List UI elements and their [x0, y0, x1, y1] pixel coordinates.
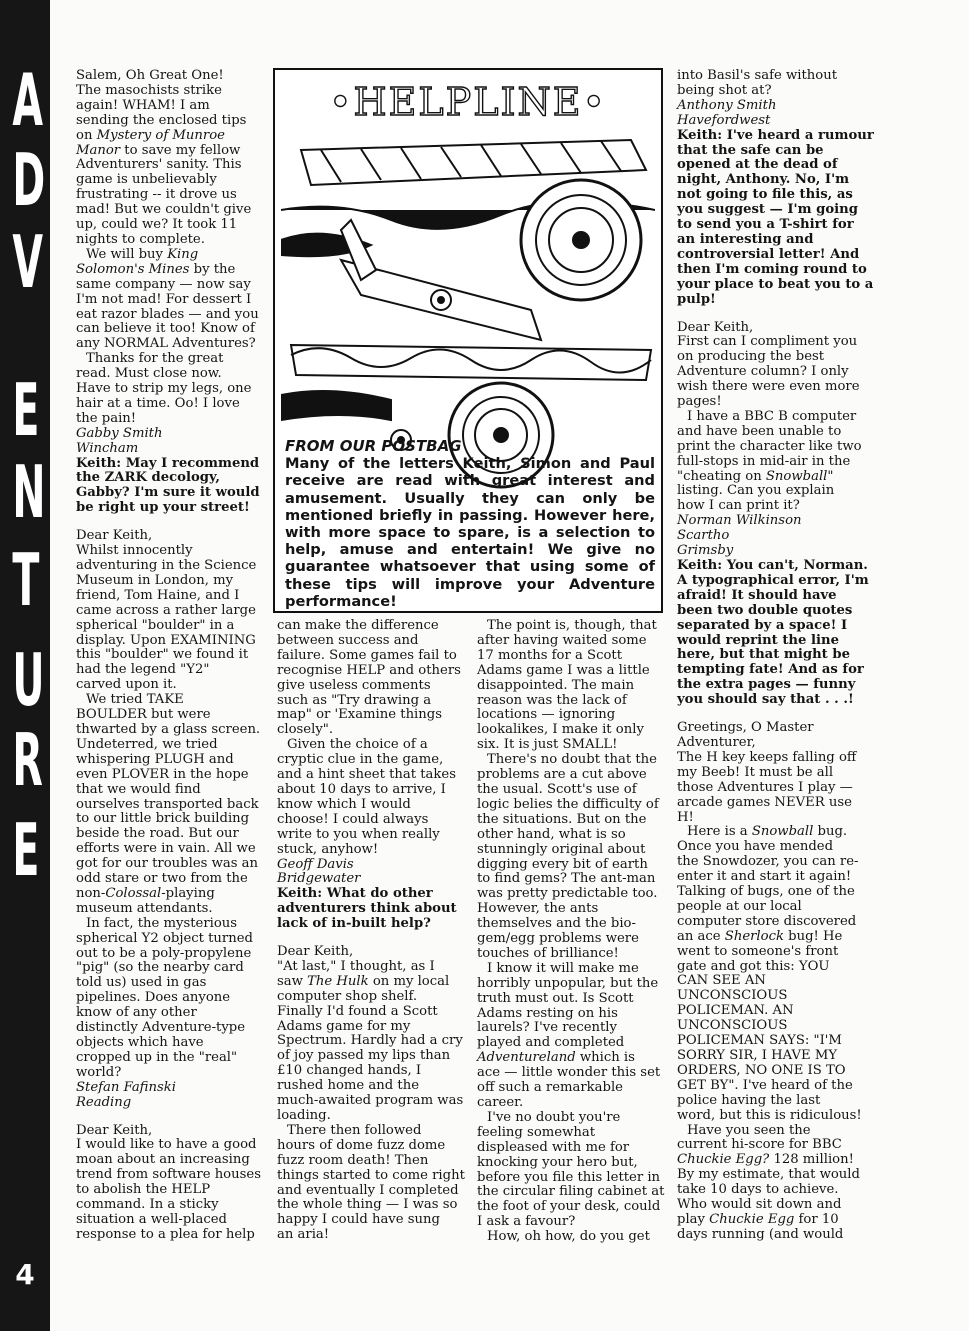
text-line: ORDERS, NO ONE IS TO	[677, 1062, 846, 1078]
text-line: such as "Try drawing a	[277, 692, 432, 708]
keith-reply: you suggest — I'm going	[677, 202, 858, 218]
text-line: Have you seen the	[687, 1122, 811, 1138]
keith-reply: opened at the dead of	[677, 157, 838, 173]
text-line: how I can print it?	[677, 498, 800, 514]
text-line: the circular filing cabinet at	[477, 1184, 665, 1200]
text-line: themselves and the bio-	[477, 916, 636, 932]
text-line: Finally I'd found a Scott	[277, 1003, 438, 1019]
text-line: "At last," I thought, as I	[277, 958, 435, 974]
text-line: whispering PLUGH and	[76, 751, 234, 767]
postbag-intro	[285, 438, 655, 610]
keith-reply: pulp!	[677, 291, 716, 307]
keith-reply: tempting fate! And as for	[677, 662, 864, 678]
text-line: truth must out. Is Scott	[477, 990, 634, 1006]
text-line: listing. Can you explain	[677, 483, 835, 499]
text-line: The point is, though, that	[487, 618, 657, 633]
text-line: gem/egg problems were	[477, 931, 639, 947]
sidebar-letter: U	[12, 638, 45, 722]
text-line: an ace Sherlock bug! He	[677, 928, 843, 944]
text-line: give useless comments	[277, 677, 431, 693]
text-line: problems are a cut above	[477, 767, 647, 783]
text-line: There's no doubt that the	[487, 752, 657, 768]
text-line: horribly unpopular, but the	[477, 975, 659, 991]
keith-reply: Keith: What do other	[277, 886, 433, 902]
text-line: trend from software houses	[76, 1167, 261, 1183]
text-line: out to be a poly-propylene	[76, 945, 252, 961]
keith-reply: Gabby? I'm sure it would	[76, 485, 260, 501]
text-line: Dear Keith,	[76, 1122, 153, 1138]
text-line: Undeterred, we tried	[76, 736, 218, 752]
text-line: displeased with me for	[477, 1139, 630, 1155]
text-line: the Snowdozer, you can re-	[677, 854, 859, 870]
text-line: Adams resting on his	[477, 1005, 618, 1021]
text-line: hours of dome fuzz dome	[277, 1137, 446, 1153]
keith-reply: adventurers think about	[277, 901, 457, 917]
text-line: my Beeb! It must be all	[677, 764, 834, 780]
text-line: enter it and start it again!	[677, 869, 852, 885]
text-line: any NORMAL Adventures?	[76, 336, 256, 352]
text-line: the pain!	[76, 410, 137, 426]
text-line: computer shop shelf.	[277, 988, 418, 1004]
text-line: computer store discovered	[677, 913, 857, 929]
text-line: told us) used in gas	[76, 975, 207, 991]
text-line: Once you have mended	[677, 839, 834, 855]
postbag-text: Many of the letters Keith, Simon and Paul receive are read with great interest and amusement. Usually they can only be mentioned briefly in passing. However here, with more space to spare, is a selection to help, amuse and entertain! We give no guarantee whatsoever that using some of these tips will improve your Adventure performance!	[285, 455, 655, 610]
text-line: digging every bit of earth	[477, 856, 648, 872]
keith-reply: then I'm coming round to	[677, 261, 867, 277]
text-line: The masochists strike	[76, 82, 222, 98]
text-line: museum attendants.	[76, 900, 213, 916]
text-line: distinctly Adventure-type	[76, 1020, 246, 1036]
text-line: the whole thing — I was so	[277, 1197, 458, 1213]
text-line: being shot at?	[677, 82, 772, 98]
signature: Gabby Smith	[76, 425, 163, 441]
text-line: Solomon's Mines by the	[76, 261, 236, 277]
text-line: loading.	[277, 1108, 331, 1123]
text-line: locations — ignoring	[477, 707, 616, 723]
sidebar-letter: R	[12, 718, 43, 802]
text-line: Adventureland which is	[477, 1050, 635, 1066]
keith-reply: lack of in-built help?	[277, 916, 431, 932]
game-title: Solomon's Mines	[76, 261, 190, 277]
signature: Reading	[76, 1094, 132, 1110]
text-line: between success and	[277, 632, 419, 648]
column-2	[277, 619, 473, 1243]
text-line: off such a remarkable	[477, 1080, 623, 1096]
text-line: disappointed. The main	[477, 677, 635, 693]
keith-reply: an interesting and	[677, 231, 814, 247]
text-line: display. Upon EXAMINING	[76, 632, 256, 648]
keith-reply: that the safe can be	[677, 142, 824, 158]
text-line: hair at a time. Oo! I love	[76, 395, 240, 411]
text-line: odd stare or two from the	[76, 871, 248, 887]
signature: Bridgewater	[277, 871, 361, 887]
text-line: Given the choice of a	[287, 737, 428, 753]
text-line: Dear Keith,	[76, 528, 153, 544]
helpline-title: •HELPLINE•	[329, 80, 607, 124]
text-line: play Chuckie Egg for 10	[677, 1211, 839, 1227]
text-line: wish there were even more	[677, 379, 860, 395]
text-line: things started to come right	[277, 1167, 465, 1183]
text-line: failure. Some games fail to	[277, 647, 457, 663]
text-line: There then followed	[287, 1122, 422, 1138]
text-line: Dear Keith,	[677, 319, 754, 335]
game-title: King	[167, 246, 199, 262]
text-line: Manor to save my fellow	[76, 142, 241, 158]
text-line: situation a well-placed	[76, 1211, 227, 1227]
adventure-sidebar	[0, 0, 50, 1331]
text-line: stuck, anyhow!	[277, 841, 379, 857]
text-line: SORRY SIR, I HAVE MY	[677, 1048, 838, 1063]
text-line: I've no doubt you're	[487, 1109, 621, 1125]
text-line: happy I could have sung	[277, 1212, 440, 1228]
keith-reply: your place to beat you to a	[677, 276, 874, 292]
text-line: world?	[76, 1064, 122, 1080]
text-line: moan about an increasing	[76, 1152, 250, 1168]
text-line: spherical Y2 object turned	[76, 930, 253, 946]
text-line: got for our troubles was an	[76, 856, 259, 872]
text-line: Here is a Snowball bug.	[687, 824, 848, 840]
signature: Havefordwest	[677, 112, 771, 128]
text-line: arcade games NEVER use	[677, 794, 852, 810]
text-line: BOULDER but were	[76, 707, 211, 723]
text-line: saw The Hulk on my local	[277, 973, 450, 989]
text-line: days running (and would	[677, 1226, 844, 1242]
game-title: Manor	[76, 142, 121, 158]
text-line: can believe it too! Know of	[76, 321, 255, 337]
text-line: again! WHAM! I am	[76, 97, 210, 113]
text-line: CAN SEE AN	[677, 973, 766, 989]
text-line: I would like to have a good	[76, 1137, 257, 1153]
text-line: How, oh how, do you get	[487, 1229, 650, 1245]
text-line: "cheating on Snowball"	[677, 468, 834, 484]
text-line: much-awaited program was	[277, 1093, 464, 1109]
text-line: Chuckie Egg? 128 million!	[677, 1152, 854, 1168]
text-line: same company — now say	[76, 276, 251, 292]
signature: Wincham	[76, 440, 139, 456]
text-line: word, but this is ridiculous!	[677, 1107, 862, 1123]
text-line: pipelines. Does anyone	[76, 990, 231, 1006]
biplane-illustration	[281, 130, 655, 490]
text-line: sending the enclosed tips	[76, 112, 247, 128]
text-line: I'm not mad! For dessert I	[76, 291, 252, 307]
text-line: to abolish the HELP	[76, 1182, 211, 1198]
text-line: UNCONSCIOUS	[677, 1018, 788, 1034]
keith-reply: to send you a T-shirt for	[677, 217, 854, 233]
text-line: I have a BBC B computer	[687, 408, 857, 424]
text-line: reason was the lack of	[477, 692, 627, 708]
text-line: H!	[677, 809, 694, 825]
text-line: carved upon it.	[76, 677, 177, 693]
text-line: ace — little wonder this set	[477, 1065, 661, 1081]
text-line: stunningly original about	[477, 841, 646, 857]
text-line: £10 changed hands, I	[277, 1063, 422, 1079]
text-line: Talking of bugs, one of the	[677, 884, 855, 900]
signature: Anthony Smith	[677, 97, 777, 113]
text-line: efforts were in vain. All we	[76, 841, 256, 857]
text-line: know of any other	[76, 1005, 197, 1021]
text-line: people at our local	[677, 898, 802, 914]
text-line: on Mystery of Munroe	[76, 127, 225, 143]
text-line: know which I would	[277, 796, 411, 812]
text-line: and eventually I completed	[277, 1182, 459, 1198]
text-line: an aria!	[277, 1227, 330, 1243]
keith-reply: Keith: You can't, Norman.	[677, 558, 868, 573]
text-line: full-stops in mid-air in the	[677, 453, 851, 469]
text-line: Adams game for my	[277, 1018, 411, 1034]
text-line: We tried TAKE	[86, 692, 184, 708]
text-line: adventuring in the Science	[76, 558, 257, 573]
text-line: write to you when really	[277, 826, 440, 842]
text-line: By my estimate, that would	[677, 1167, 860, 1183]
game-title: Snowball	[751, 824, 814, 840]
text-line: cryptic clue in the game,	[277, 752, 444, 768]
game-title: Sherlock	[724, 928, 784, 944]
text-line: Thanks for the great	[86, 351, 224, 367]
text-line: six. It is just SMALL!	[477, 737, 618, 753]
keith-reply: here, but that might be	[677, 647, 850, 663]
text-line: and a hint sheet that takes	[277, 767, 456, 783]
text-line: eat razor blades — and you	[76, 306, 259, 322]
text-line: on producing the best	[677, 349, 825, 365]
keith-reply: night, Anthony. No, I'm	[677, 172, 850, 188]
text-line: was pretty predictable too.	[477, 886, 658, 902]
text-line: closely".	[277, 722, 334, 738]
text-line: Museum in London, my	[76, 572, 234, 588]
text-line: ourselves transported back	[76, 796, 259, 812]
sidebar-letter: T	[12, 538, 40, 622]
text-line: take 10 days to achieve.	[677, 1182, 839, 1198]
keith-reply: would reprint the line	[677, 632, 840, 648]
text-line: Salem, Oh Great One!	[76, 68, 224, 83]
text-line: Adventure column? I only	[677, 364, 849, 380]
text-line: laurels? I've recently	[477, 1020, 617, 1036]
text-line: came across a rather large	[76, 602, 256, 618]
text-line: the foot of your desk, could	[477, 1199, 661, 1215]
sidebar-letter: E	[12, 368, 40, 452]
keith-reply: the extra pages — funny	[677, 677, 856, 693]
text-line: We will buy King	[86, 246, 199, 262]
text-line: mad! But we couldn't give	[76, 202, 252, 218]
game-title: Snowball	[765, 468, 828, 484]
text-line: of joy passed my lips than	[277, 1048, 451, 1064]
text-line: I know it will make me	[487, 960, 639, 976]
text-line: Spectrum. Hardly had a cry	[277, 1033, 463, 1049]
text-line: can make the difference	[277, 618, 439, 633]
column-4	[677, 69, 877, 1243]
text-line: went to someone's front	[677, 943, 839, 959]
keith-reply: Keith: I've heard a rumour	[677, 127, 874, 143]
text-line: lookalikes, I make it only	[477, 722, 644, 738]
text-line: before you file this letter in	[477, 1169, 661, 1185]
game-title: Mystery of Munroe	[96, 127, 225, 143]
text-line: recognise HELP and others	[277, 662, 461, 678]
text-line: pages!	[677, 394, 722, 410]
text-line: even PLOVER in the hope	[76, 766, 249, 782]
column-3	[477, 619, 673, 1245]
text-line: Adventurer,	[677, 734, 756, 750]
text-line: beside the road. But our	[76, 826, 239, 842]
text-line: GET BY". I've heard of the	[677, 1077, 853, 1093]
signature: Scartho	[677, 528, 730, 544]
text-line: friend, Tom Haine, and I	[76, 587, 240, 603]
text-line: those Adventures I play —	[677, 779, 853, 795]
text-line: gate and got this: YOU	[677, 958, 830, 974]
text-line: police having the last	[677, 1092, 821, 1108]
game-title: Chuckie Egg?	[677, 1152, 770, 1168]
text-line: fuzz room death! Then	[277, 1152, 429, 1168]
text-line: spherical "boulder" in a	[76, 617, 235, 633]
text-line: the situations. But on the	[477, 811, 647, 827]
text-line: POLICEMAN SAYS: "I'M	[677, 1033, 842, 1049]
keith-reply: A typographical error, I'm	[677, 572, 869, 588]
sidebar-letter: N	[12, 450, 46, 534]
sidebar-letter: A	[12, 58, 44, 142]
keith-reply: controversial letter! And	[677, 246, 860, 262]
text-line: Whilst innocently	[76, 543, 193, 559]
sidebar-letter: V	[12, 220, 44, 304]
text-line: However, the ants	[477, 901, 599, 917]
column-1	[76, 69, 271, 1243]
game-title: Chuckie Egg	[709, 1211, 795, 1227]
text-line: into Basil's safe without	[677, 68, 838, 83]
text-line: logic belies the difficulty of	[477, 796, 659, 812]
text-line: and have been unable to	[677, 423, 842, 439]
text-line: frustrating -- it drove us	[76, 187, 237, 203]
text-line: objects which have	[76, 1035, 204, 1050]
text-line: Greetings, O Master	[677, 720, 814, 736]
text-line: game is unbelievably	[76, 172, 217, 188]
sidebar-letter: D	[12, 138, 46, 222]
text-line: map" or 'Examine things	[277, 707, 442, 723]
keith-reply: not going to file this, as	[677, 187, 853, 203]
text-line: to find gems? The ant-man	[477, 871, 656, 887]
text-line: Adams game I was a little	[477, 662, 650, 678]
helpline-box	[273, 68, 663, 613]
text-line: the usual. Scott's use of	[477, 781, 637, 797]
text-line: "pig" (so the nearby card	[76, 960, 244, 976]
keith-reply: be right up your street!	[76, 500, 250, 516]
text-line: after having waited some	[477, 632, 647, 648]
text-line: nights to complete.	[76, 231, 205, 247]
text-line: Adventurers' sanity. This	[76, 157, 242, 173]
text-line: I ask a favour?	[477, 1214, 576, 1230]
text-line: non-Colossal-playing	[76, 885, 215, 901]
text-line: 17 months for a Scott	[477, 647, 622, 663]
text-line: response to a plea for help	[76, 1226, 255, 1242]
text-line: Have to strip my legs, one	[76, 381, 252, 397]
keith-reply: separated by a space! I	[677, 617, 848, 633]
text-line: thwarted by a glass screen.	[76, 721, 261, 737]
text-line: other hand, what is so	[477, 826, 626, 842]
text-line: In fact, the mysterious	[86, 915, 238, 931]
text-line: feeling somewhat	[477, 1124, 596, 1140]
text-line: up, could we? It took 11	[76, 217, 238, 233]
text-line: to our little brick building	[76, 811, 250, 827]
postbag-heading: FROM OUR POSTBAG	[285, 437, 462, 455]
sidebar-letter: E	[12, 808, 40, 892]
text-line: about 10 days to arrive, I	[277, 781, 446, 797]
text-line: had the legend "Y2"	[76, 662, 210, 678]
text-line: current hi-score for BBC	[677, 1137, 842, 1153]
text-line: touches of brilliance!	[477, 945, 619, 961]
text-line: The H key keeps falling off	[677, 749, 857, 765]
text-line: knocking your hero but,	[477, 1154, 638, 1170]
signature: Stefan Fafinski	[76, 1079, 176, 1095]
signature: Geoff Davis	[277, 856, 354, 872]
page-number: 4	[15, 1258, 35, 1291]
text-line: rushed home and the	[277, 1078, 420, 1094]
text-line: read. Must close now.	[76, 366, 222, 382]
game-title: Adventureland	[477, 1050, 576, 1066]
game-title: Colossal	[105, 885, 162, 901]
text-line: played and completed	[477, 1035, 625, 1051]
keith-reply: been two double quotes	[677, 602, 853, 618]
signature: Grimsby	[677, 543, 734, 559]
text-line: Dear Keith,	[277, 944, 354, 960]
text-line: that we would find	[76, 781, 201, 797]
text-line: print the character like two	[677, 438, 862, 454]
signature: Norman Wilkinson	[677, 513, 802, 529]
text-line: cropped up in the "real"	[76, 1049, 238, 1065]
text-line: UNCONSCIOUS	[677, 988, 788, 1004]
text-line: Who would sit down and	[677, 1197, 842, 1213]
text-line: First can I compliment you	[677, 334, 858, 350]
text-line: choose! I could always	[277, 811, 429, 827]
text-line: POLICEMAN. AN	[677, 1003, 794, 1019]
keith-reply: you should say that . . .!	[677, 692, 854, 708]
keith-reply: afraid! It should have	[677, 587, 837, 603]
text-line: career.	[477, 1095, 524, 1110]
game-title: The Hulk	[307, 973, 369, 989]
keith-reply: Keith: May I recommend	[76, 455, 260, 471]
text-line: command. In a sticky	[76, 1197, 219, 1213]
keith-reply: the ZARK decology,	[76, 470, 220, 486]
text-line: this "boulder" we found it	[76, 647, 249, 663]
